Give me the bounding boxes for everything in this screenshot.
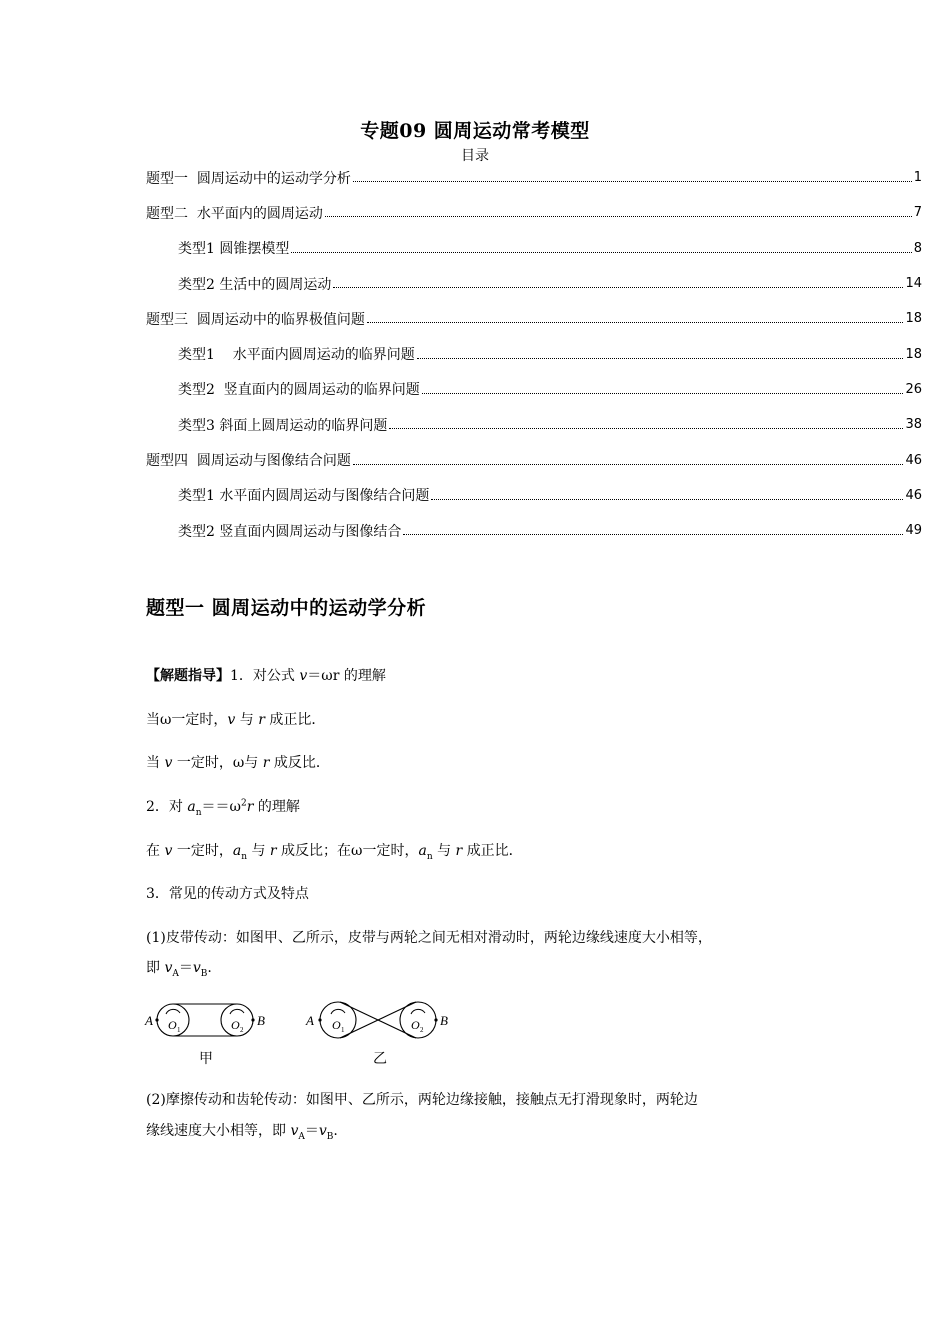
label-o1: O xyxy=(332,1018,341,1032)
paragraph: 即 $v_A=v_B$. xyxy=(146,960,212,979)
toc-entry[interactable] xyxy=(146,266,922,301)
svg-text:2: 2 xyxy=(240,1026,244,1034)
label-o1: O xyxy=(168,1018,177,1032)
point-a xyxy=(155,1018,158,1021)
toc-page-number: 8 xyxy=(913,240,922,256)
toc-heading: 目录 xyxy=(461,148,489,164)
toc-page-number: 14 xyxy=(905,276,922,292)
figure-caption-yi: 乙 xyxy=(373,1051,387,1067)
toc-leader-dots xyxy=(325,216,912,217)
paragraph: 当 v 一定时，ω与 r 成反比． xyxy=(146,755,330,771)
toc-entry-text: 类型1 水平面内圆周运动的临界问题 xyxy=(178,347,415,364)
toc-entry[interactable] xyxy=(146,195,922,230)
label-o2: O xyxy=(231,1018,240,1032)
paragraph: 当ω一定时，v 与 r 成正比． xyxy=(146,712,326,728)
toc-leader-dots xyxy=(333,287,903,288)
guide-label: 【解题指导】 xyxy=(146,668,230,684)
toc-entry-text: 类型2 生活中的圆周运动 xyxy=(178,276,332,293)
table-of-contents xyxy=(146,160,922,548)
toc-entry[interactable] xyxy=(146,372,922,407)
rotation-arrow-icon xyxy=(331,1009,345,1014)
toc-page-number: 49 xyxy=(905,523,922,539)
toc-entry[interactable] xyxy=(146,513,922,548)
toc-entry[interactable] xyxy=(146,231,922,266)
toc-page-number: 38 xyxy=(905,417,922,433)
document-title: 专题09 圆周运动常考模型 xyxy=(360,120,590,142)
toc-entry-text: 题型四 圆周运动与图像结合问题 xyxy=(146,453,351,470)
toc-leader-dots xyxy=(389,428,903,429)
toc-page-number: 46 xyxy=(905,487,922,503)
toc-leader-dots xyxy=(431,499,903,500)
label-a: A xyxy=(145,1013,153,1028)
belt-drive-figure-yi xyxy=(300,998,460,1042)
paragraph: (1)皮带传动：如图甲、乙所示，皮带与两轮之间无相对滑动时，两轮边缘线速度大小相等， xyxy=(146,930,712,946)
label-a: A xyxy=(306,1013,314,1028)
toc-leader-dots xyxy=(291,252,911,253)
svg-text:1: 1 xyxy=(341,1026,345,1034)
toc-entry-text: 题型二 水平面内的圆周运动 xyxy=(146,205,323,222)
toc-page-number: 1 xyxy=(913,170,922,186)
figure-caption-jia: 甲 xyxy=(199,1051,213,1067)
paragraph: 2．对 $a_n==\omega^2r$ 的理解 xyxy=(146,798,300,818)
paragraph: 缘线速度大小相等，即 $v_A=v_B$. xyxy=(146,1123,338,1142)
toc-entry[interactable] xyxy=(146,478,922,513)
section-heading: 题型一 圆周运动中的运动学分析 xyxy=(146,597,427,619)
rotation-arrow-icon xyxy=(230,1009,244,1014)
toc-entry-text: 类型1 水平面内圆周运动与图像结合问题 xyxy=(178,488,430,505)
toc-entry-text: 类型2 竖直面内的圆周运动的临界问题 xyxy=(178,382,420,399)
rotation-arrow-icon xyxy=(411,1009,425,1014)
toc-page-number: 46 xyxy=(905,452,922,468)
point-b xyxy=(434,1018,437,1021)
rotation-arrow-icon xyxy=(166,1009,180,1014)
paragraph: 在 v 一定时，$a_n$ 与 r 成反比；在ω一定时，$a_n$ 与 r 成正比． xyxy=(146,843,523,862)
toc-page-number: 7 xyxy=(913,205,922,221)
label-b: B xyxy=(257,1013,265,1028)
paragraph: (2)摩擦传动和齿轮传动：如图甲、乙所示，两轮边缘接触，接触点无打滑现象时，两轮边 xyxy=(146,1092,698,1108)
toc-entry-text: 类型3 斜面上圆周运动的临界问题 xyxy=(178,417,388,434)
toc-entry[interactable] xyxy=(146,407,922,442)
toc-page-number: 26 xyxy=(905,381,922,397)
toc-entry-text: 题型三 圆周运动中的临界极值问题 xyxy=(146,311,365,328)
toc-entry[interactable] xyxy=(146,442,922,477)
belt-drive-figure-jia xyxy=(140,998,280,1042)
toc-page-number: 18 xyxy=(905,311,922,327)
toc-leader-dots xyxy=(417,358,904,359)
toc-entry-text: 类型2 竖直面内圆周运动与图像结合 xyxy=(178,523,402,540)
toc-page-number: 18 xyxy=(905,346,922,362)
toc-entry[interactable] xyxy=(146,160,922,195)
toc-leader-dots xyxy=(403,534,903,535)
guide-paragraph: 【解题指导】1．对公式 v＝ωr 的理解 xyxy=(146,668,386,684)
point-a xyxy=(318,1018,321,1021)
svg-text:2: 2 xyxy=(420,1026,424,1034)
toc-entry-text: 题型一 圆周运动中的运动学分析 xyxy=(146,170,351,187)
toc-leader-dots xyxy=(353,464,904,465)
toc-entry[interactable] xyxy=(146,336,922,371)
toc-entry-text: 类型1 圆锥摆模型 xyxy=(178,241,290,258)
toc-entry[interactable] xyxy=(146,301,922,336)
toc-leader-dots xyxy=(367,322,904,323)
label-o2: O xyxy=(411,1018,420,1032)
label-b: B xyxy=(440,1013,448,1028)
svg-text:1: 1 xyxy=(177,1026,181,1034)
toc-leader-dots xyxy=(422,393,904,394)
point-b xyxy=(251,1018,254,1021)
paragraph: 3．常见的传动方式及特点 xyxy=(146,886,309,902)
toc-leader-dots xyxy=(353,181,912,182)
